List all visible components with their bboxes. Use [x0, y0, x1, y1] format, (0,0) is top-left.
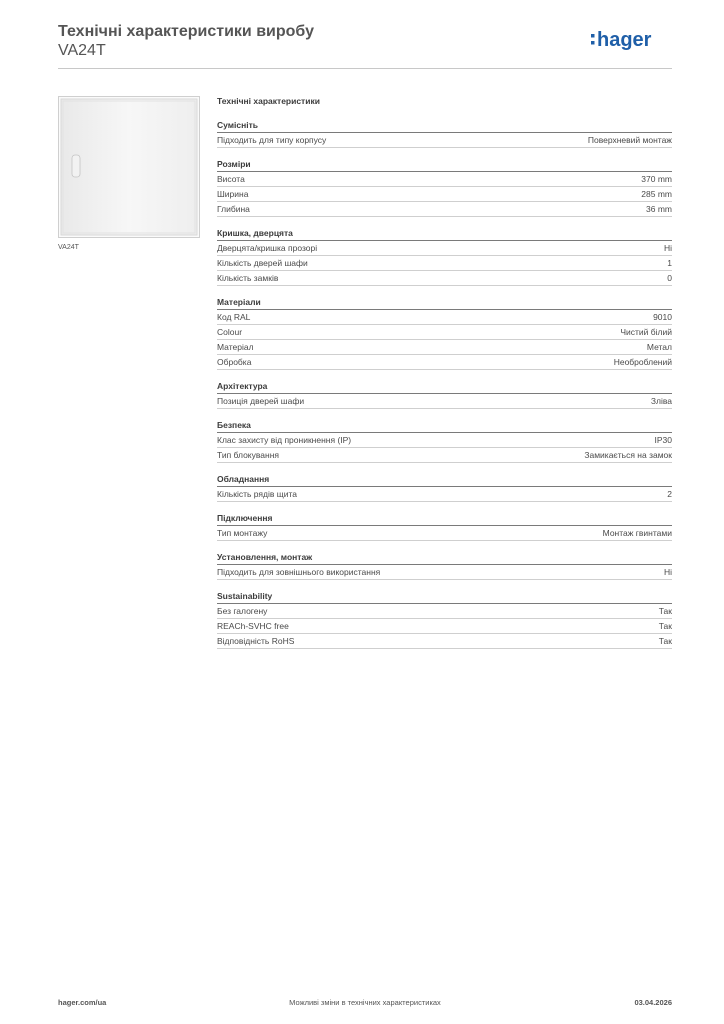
- specifications-table: [217, 94, 672, 659]
- spec-value: Так: [658, 606, 672, 616]
- spec-value: 2: [667, 489, 672, 499]
- spec-label: Тип монтажу: [217, 528, 268, 538]
- spec-row: [217, 241, 672, 256]
- spec-value: 370 mm: [641, 174, 672, 184]
- spec-section: [217, 512, 672, 541]
- spec-row: [217, 619, 672, 634]
- spec-value: 1: [667, 258, 672, 268]
- spec-label: Підходить для зовнішнього використання: [217, 567, 381, 577]
- product-image: [58, 96, 200, 238]
- spec-value: Чистий білий: [620, 327, 672, 337]
- spec-section-title: Розміри: [217, 158, 672, 172]
- spec-sections: [217, 119, 672, 649]
- spec-value: Ні: [663, 243, 672, 253]
- spec-section-title: Безпека: [217, 419, 672, 433]
- spec-label: Позиція дверей шафи: [217, 396, 305, 406]
- spec-label: Клас захисту від проникнення (IP): [217, 435, 352, 445]
- spec-section: [217, 296, 672, 370]
- spec-label: Кількість дверей шафи: [217, 258, 308, 268]
- spec-value: Ні: [663, 567, 672, 577]
- spec-row: [217, 271, 672, 286]
- spec-section-title: Кришка, дверцята: [217, 227, 672, 241]
- spec-section-title: Матеріали: [217, 296, 672, 310]
- spec-label: Дверцята/кришка прозорі: [217, 243, 318, 253]
- spec-section-title: Sustainability: [217, 590, 672, 604]
- spec-section-title: Установлення, монтаж: [217, 551, 672, 565]
- page-header: [58, 22, 672, 69]
- footer-date: 03.04.2026: [634, 998, 672, 1007]
- spec-row: [217, 433, 672, 448]
- spec-value: Так: [658, 621, 672, 631]
- spec-section: [217, 158, 672, 217]
- spec-row: [217, 565, 672, 580]
- spec-section: [217, 227, 672, 286]
- spec-row: [217, 355, 672, 370]
- spec-section-title: Обладнання: [217, 473, 672, 487]
- spec-value: Метал: [646, 342, 672, 352]
- spec-value: 36 mm: [646, 204, 672, 214]
- spec-label: Обробка: [217, 357, 252, 367]
- spec-row: [217, 526, 672, 541]
- white-door-panel-image: [59, 97, 199, 237]
- spec-label: Глибина: [217, 204, 250, 214]
- spec-label: Висота: [217, 174, 245, 184]
- spec-label: Colour: [217, 327, 243, 337]
- spec-row: [217, 172, 672, 187]
- logo-text: hager: [597, 29, 652, 51]
- hager-logo: [590, 27, 672, 53]
- header-divider: [58, 68, 672, 69]
- spec-row: [217, 340, 672, 355]
- spec-section: [217, 419, 672, 463]
- spec-label: Без галогену: [217, 606, 268, 616]
- spec-value: Замикається на замок: [584, 450, 672, 460]
- spec-section: [217, 119, 672, 148]
- spec-row: [217, 256, 672, 271]
- spec-section: [217, 590, 672, 649]
- spec-section-title: Сумісніть: [217, 119, 672, 133]
- spec-section-title: Архітектура: [217, 380, 672, 394]
- spec-row: [217, 310, 672, 325]
- spec-value: Необроблений: [613, 357, 672, 367]
- document-title: Технічні характеристики виробу: [58, 23, 314, 40]
- footer-website[interactable]: hager.com/ua: [58, 998, 107, 1007]
- spec-value: Так: [658, 636, 672, 646]
- door-handle: [72, 155, 80, 177]
- spec-value: Зліва: [650, 396, 672, 406]
- spec-label: Матеріал: [217, 342, 254, 352]
- spec-row: [217, 487, 672, 502]
- spec-label: Код RAL: [217, 312, 251, 322]
- spec-row: [217, 325, 672, 340]
- spec-section: [217, 380, 672, 409]
- specifications-heading: Технічні характеристики: [217, 96, 320, 106]
- page-footer: [58, 998, 672, 1012]
- spec-label: Тип блокування: [217, 450, 280, 460]
- spec-row: [217, 187, 672, 202]
- spec-label: Підходить для типу корпусу: [217, 135, 327, 145]
- spec-value: Монтаж гвинтами: [602, 528, 672, 538]
- spec-value: Поверхневий монтаж: [587, 135, 672, 145]
- product-image-caption: VA24T: [58, 244, 79, 251]
- spec-value: IP30: [654, 435, 672, 445]
- spec-label: REACh-SVHC free: [217, 621, 289, 631]
- spec-row: [217, 604, 672, 619]
- spec-row: [217, 448, 672, 463]
- spec-row: [217, 634, 672, 649]
- spec-section: [217, 551, 672, 580]
- spec-section: [217, 473, 672, 502]
- spec-section-title: Підключення: [217, 512, 672, 526]
- spec-row: [217, 133, 672, 148]
- spec-label: Ширина: [217, 189, 249, 199]
- product-code: VA24T: [58, 42, 106, 59]
- spec-value: 0: [667, 273, 672, 283]
- spec-label: Кількість рядів щита: [217, 489, 297, 499]
- spec-label: Кількість замків: [217, 273, 279, 283]
- spec-row: [217, 202, 672, 217]
- footer-disclaimer: Можливі зміни в технічних характеристиках: [289, 998, 441, 1007]
- spec-value: 9010: [653, 312, 672, 322]
- spec-row: [217, 394, 672, 409]
- spec-label: Відповідність RoHS: [217, 636, 295, 646]
- spec-value: 285 mm: [641, 189, 672, 199]
